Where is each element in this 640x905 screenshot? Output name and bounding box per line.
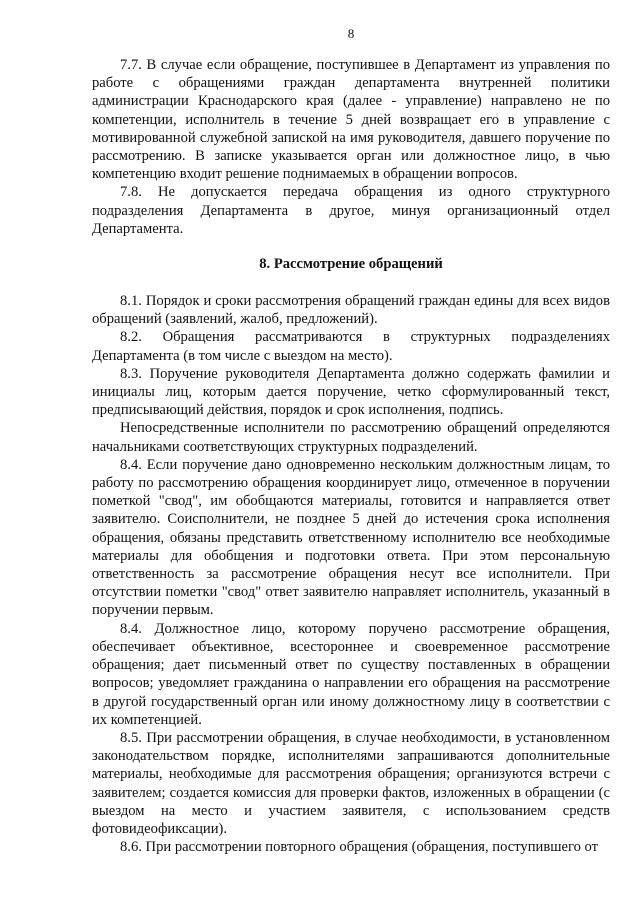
paragraph-8-6: 8.6. При рассмотрении повторного обращения (обращения, поступившего от: [120, 839, 598, 856]
document-page: [92, 26, 610, 856]
paragraph-8-1: 8.1. Порядок и сроки рассмотрения обращений граждан едины для всех видов обращений (заявлений, жалоб, предложений).: [92, 293, 610, 328]
paragraph-8-4-first: 8.4. Если поручение дано одновременно нескольким должностным лицам, то работу по рассмотрению обращения координирует лицо, отмеченное в поручении пометкой "свод", им обобщаются материалы, готовится и направляется ответ заявителю. Соисполнители, не позднее 5 дней до истечения срока исполнения обращения, обязаны представить ответственному исполнителю все необходимые материалы для обобщения и подготовки ответа. При этом персональную ответственность за рассмотрение обращения несут все исполнители. При отсутствии пометки "свод" ответ заявителю направляет исполнитель, указанный в поручении первым.: [92, 456, 610, 619]
paragraph-7-7: 7.7. В случае если обращение, поступившее в Департамент из управления по работе с обращениями граждан департамента внутренней политики администрации Краснодарского края (далее - управление) направлено не по компетенции, исполнитель в течение 5 дней возвращает его в управление с мотивированной служебной запиской на имя руководителя, давшего поручение по рассмотрению. В записке указывается орган или должностное лицо, в чью компетенцию входит решение поднимаемых в обращении вопросов.: [92, 57, 610, 183]
paragraph-8-3-continued: Непосредственные исполнители по рассмотрению обращений определяются начальниками соответствующих структурных подразделений.: [92, 420, 610, 455]
paragraph-8-4-second: 8.4. Должностное лицо, которому поручено рассмотрение обращения, обеспечивает объективное, всестороннее и своевременное рассмотрение обращения; дает письменный ответ по существу поставленных в обращении вопросов; уведомляет гражданина о направлении его обращения на рассмотрение в другой государственный орган или иному должностному лицу в соответствии с их компетенцией.: [92, 620, 610, 728]
paragraph-8-3: 8.3. Поручение руководителя Департамента должно содержать фамилии и инициалы лиц, которым дается поручение, четко сформулированный текст, предписывающий действия, порядок и срок исполнения, подпись.: [92, 365, 610, 419]
paragraph-7-8: 7.8. Не допускается передача обращения из одного структурного подразделения Департамента в другое, минуя организационный отдел Департамента.: [92, 184, 610, 237]
page-number: 8: [347, 26, 355, 41]
paragraph-8-2: 8.2. Обращения рассматриваются в структурных подразделениях Департамента (в том числе с выездом на место).: [92, 329, 610, 364]
paragraph-8-5: 8.5. При рассмотрении обращения, в случае необходимости, в установленном законодательством порядке, исполнителями запрашиваются дополнительные материалы, необходимые для рассмотрения обращения; организуются встречи с заявителем; создается комиссия для проверки фактов, изложенных в обращении (с выездом на место и участием заявителя, с использованием средств фотовидеофиксации).: [92, 729, 610, 837]
section-heading: 8. Рассмотрение обращений: [259, 256, 443, 273]
